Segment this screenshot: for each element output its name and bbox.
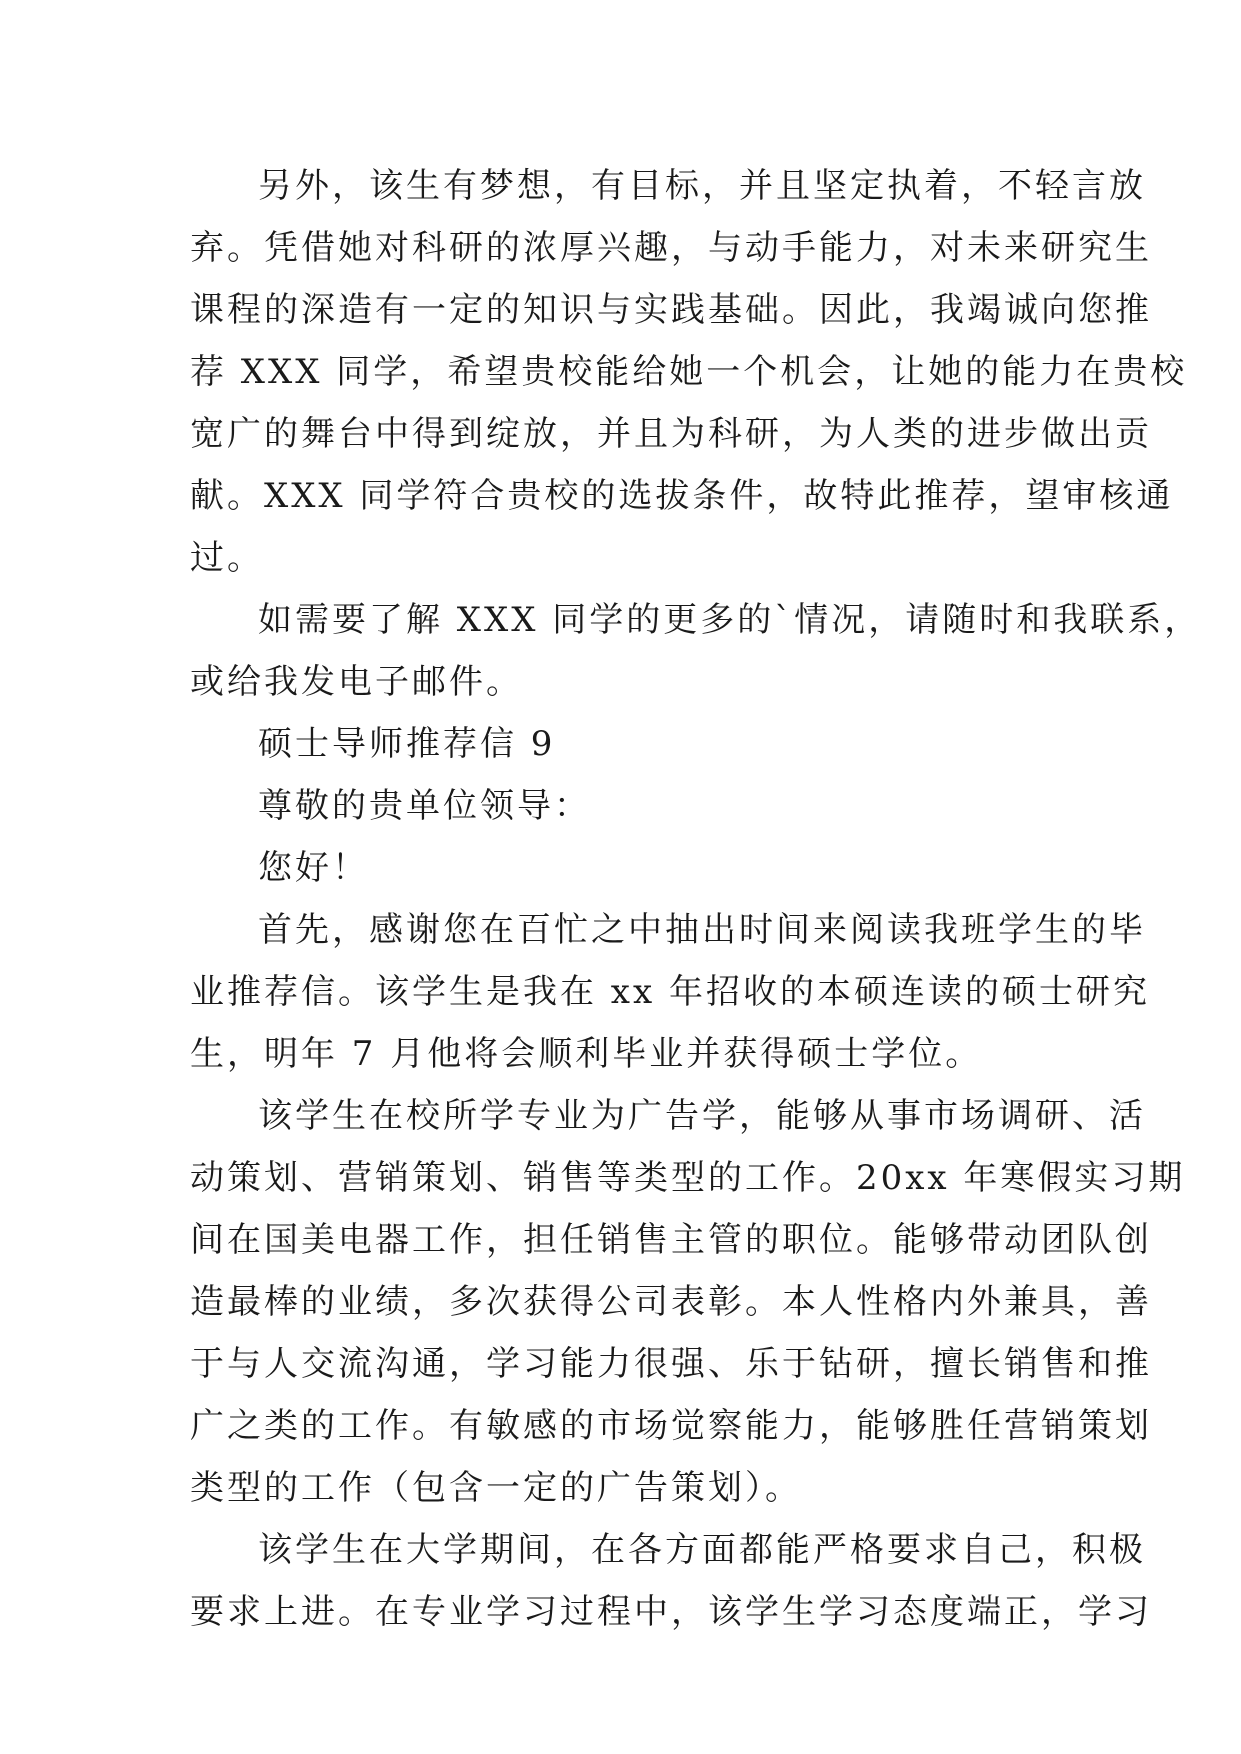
section-heading: 硕士导师推荐信 9 [258, 724, 556, 764]
text-line: 过。 [190, 538, 264, 578]
greeting: 您好！ [258, 848, 369, 888]
document-page [190, 155, 1202, 1643]
text-line: 于与人交流沟通，学习能力很强、乐于钻研，擅长销售和推 [190, 1344, 1152, 1384]
text-line: 首先，感谢您在百忙之中抽出时间来阅读我班学生的毕 [258, 910, 1146, 950]
text-line: 生，明年 7 月他将会顺利毕业并获得硕士学位。 [190, 1034, 983, 1074]
text-line: 广之类的工作。有敏感的市场觉察能力，能够胜任营销策划 [190, 1406, 1152, 1446]
text-line: 课程的深造有一定的知识与实践基础。因此，我竭诚向您推 [190, 290, 1152, 330]
text-line: 或给我发电子邮件。 [190, 662, 523, 702]
text-line: 宽广的舞台中得到绽放，并且为科研，为人类的进步做出贡 [190, 414, 1152, 454]
text-line: 该学生在校所学专业为广告学，能够从事市场调研、活 [258, 1096, 1146, 1136]
text-line: 荐 XXX 同学，希望贵校能给她一个机会，让她的能力在贵校 [190, 352, 1188, 392]
text-line: 动策划、营销策划、销售等类型的工作。20xx 年寒假实习期 [190, 1158, 1186, 1198]
text-line: 要求上进。在专业学习过程中，该学生学习态度端正，学习 [190, 1592, 1152, 1632]
text-line: 如需要了解 XXX 同学的更多的`情况，请随时和我联系， [258, 600, 1202, 640]
text-line: 献。XXX 同学符合贵校的选拔条件，故特此推荐，望审核通 [190, 476, 1174, 516]
text-line: 间在国美电器工作，担任销售主管的职位。能够带动团队创 [190, 1220, 1152, 1260]
text-line: 造最棒的业绩，多次获得公司表彰。本人性格内外兼具，善 [190, 1282, 1152, 1322]
text-line: 弃。凭借她对科研的浓厚兴趣，与动手能力，对未来研究生 [190, 228, 1152, 268]
text-line: 该学生在大学期间，在各方面都能严格要求自己，积极 [258, 1530, 1146, 1570]
text-line: 类型的工作（包含一定的广告策划）。 [190, 1468, 802, 1508]
text-line: 另外，该生有梦想，有目标，并且坚定执着，不轻言放 [258, 166, 1146, 206]
text-line: 业推荐信。该学生是我在 xx 年招收的本硕连读的硕士研究 [190, 972, 1150, 1012]
salutation: 尊敬的贵单位领导： [258, 786, 591, 826]
